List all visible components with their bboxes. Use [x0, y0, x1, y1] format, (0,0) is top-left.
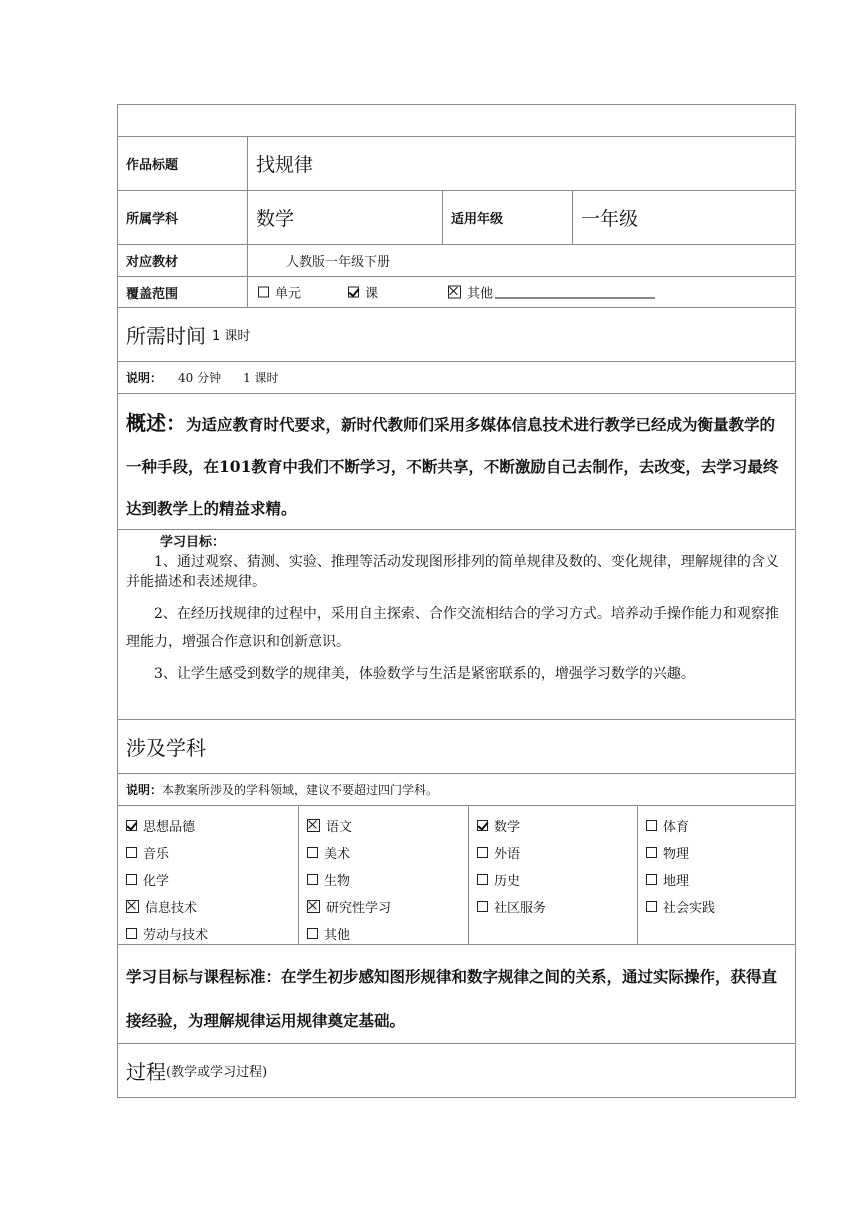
- unit-checkbox[interactable]: [258, 287, 269, 298]
- subject-history[interactable]: 历史: [477, 866, 637, 893]
- foreign-language-checkbox[interactable]: [477, 847, 488, 858]
- subject-geography[interactable]: 地理: [646, 866, 795, 893]
- subjects-note-text: 本教案所涉及的学科领域，建议不要超过四门学科。: [162, 783, 439, 797]
- textbook-value: 人教版一年级下册: [286, 255, 391, 270]
- physics-checkbox[interactable]: [646, 847, 657, 858]
- title-value: 找规律: [256, 154, 314, 176]
- subject-other[interactable]: 其他: [307, 920, 468, 947]
- title-row: [118, 137, 795, 191]
- coverage-label: 覆盖范围: [118, 277, 248, 307]
- labor-checkbox[interactable]: [126, 928, 137, 939]
- overview-row: [118, 394, 795, 530]
- subjects-heading-row: [118, 720, 795, 774]
- grade-label: 适用年级: [443, 191, 573, 244]
- standards-row: [118, 945, 795, 1044]
- coverage-row: [118, 277, 795, 308]
- subject-chinese[interactable]: 语文: [307, 812, 468, 839]
- subject-math[interactable]: 数学: [477, 812, 637, 839]
- subjects-heading: 涉及学科: [126, 736, 206, 760]
- subject-foreign-language[interactable]: 外语: [477, 839, 637, 866]
- subject-physics[interactable]: 物理: [646, 839, 795, 866]
- geography-checkbox[interactable]: [646, 874, 657, 885]
- time-note-label: 说明：: [126, 371, 163, 385]
- subjects-column-1: [118, 806, 299, 944]
- subjects-note-label: 说明：: [126, 783, 163, 797]
- coverage-options: [248, 277, 795, 307]
- subjects-column-4: [638, 806, 795, 944]
- math-checkbox[interactable]: [477, 820, 488, 831]
- subjects-column-3: [469, 806, 638, 944]
- subjects-column-2: [299, 806, 469, 944]
- process-row: [118, 1044, 795, 1097]
- goal-item-1: 1、通过观察、猜测、实验、推理等活动发现图形排列的简单规律及数的、变化规律，理解规律的含义并能描述和表述规律。: [126, 554, 779, 590]
- time-heading: 所需时间: [126, 324, 206, 348]
- subject-moral[interactable]: 思想品德: [126, 812, 298, 839]
- process-note: (教学或学习过程): [166, 1065, 268, 1080]
- music-checkbox[interactable]: [126, 847, 137, 858]
- moral-checkbox[interactable]: [126, 820, 137, 831]
- subject-chemistry[interactable]: 化学: [126, 866, 298, 893]
- biology-checkbox[interactable]: [307, 874, 318, 885]
- subject-it[interactable]: 信息技术: [126, 893, 298, 920]
- lesson-checkbox[interactable]: [348, 287, 359, 298]
- time-value: 1 课时: [212, 329, 251, 344]
- time-note-row: [118, 362, 795, 394]
- grade-value: 一年级: [581, 208, 639, 230]
- textbook-label: 对应教材: [118, 245, 248, 276]
- coverage-unit-option[interactable]: 单元: [258, 283, 301, 302]
- pe-checkbox[interactable]: [646, 820, 657, 831]
- coverage-lesson-option[interactable]: 课: [348, 283, 378, 302]
- subject-labor[interactable]: 劳动与技术: [126, 920, 298, 947]
- history-checkbox[interactable]: [477, 874, 488, 885]
- goal-item-2: 2、在经历找规律的过程中，采用自主探索、合作交流相结合的学习方式。培养动手操作能力和观察推理能力，增强合作意识和创新意识。: [126, 606, 779, 650]
- other-blank-line[interactable]: [495, 286, 655, 299]
- subject-research[interactable]: 研究性学习: [307, 893, 468, 920]
- subject-pe[interactable]: 体育: [646, 812, 795, 839]
- process-heading: 过程: [126, 1060, 166, 1084]
- time-row: [118, 308, 795, 362]
- social-practice-checkbox[interactable]: [646, 901, 657, 912]
- subjects-grid-row: [118, 806, 795, 945]
- subject-row: [118, 191, 795, 245]
- subject-art[interactable]: 美术: [307, 839, 468, 866]
- research-checkbox[interactable]: [307, 900, 320, 913]
- overview-heading: 概述：: [126, 411, 186, 435]
- other-subject-checkbox[interactable]: [307, 928, 318, 939]
- subject-music[interactable]: 音乐: [126, 839, 298, 866]
- header-blank-row: [118, 105, 795, 137]
- community-checkbox[interactable]: [477, 901, 488, 912]
- goals-heading: 学习目标：: [160, 535, 226, 550]
- subject-social-practice[interactable]: 社会实践: [646, 893, 795, 920]
- goals-row: [118, 530, 795, 720]
- subject-value: 数学: [248, 191, 443, 244]
- subject-community[interactable]: 社区服务: [477, 893, 637, 920]
- goal-item-3: 3、让学生感受到数学的规律美，体验数学与生活是紧密联系的，增强学习数学的兴趣。: [154, 666, 695, 682]
- title-label: 作品标题: [118, 137, 248, 190]
- overview-paragraph: [126, 402, 787, 530]
- art-checkbox[interactable]: [307, 847, 318, 858]
- subject-label: 所属学科: [118, 191, 248, 244]
- chinese-checkbox[interactable]: [307, 819, 320, 832]
- subjects-note-row: [118, 774, 795, 806]
- coverage-other-option[interactable]: 其他: [448, 283, 655, 302]
- time-note-lessons: 1 课时: [243, 371, 279, 385]
- lesson-plan-table: [117, 104, 796, 1098]
- other-checkbox[interactable]: [448, 286, 461, 299]
- textbook-row: [118, 245, 795, 277]
- it-checkbox[interactable]: [126, 900, 139, 913]
- overview-text: 为适应教育时代要求，新时代教师们采用多媒体信息技术进行教学已经成为衡量教学的一种手段，在101教育中我们不断学习，不断共享，不断激励自己去制作，去改变，去学习最终达到教学上的精益求精。: [126, 415, 779, 518]
- subject-biology[interactable]: 生物: [307, 866, 468, 893]
- standards-text: 学习目标与课程标准：在学生初步感知图形规律和数字规律之间的关系，通过实际操作，获得直接经验，为理解规律运用规律奠定基础。: [126, 968, 778, 1030]
- chemistry-checkbox[interactable]: [126, 874, 137, 885]
- time-note-minutes: 40 分钟: [178, 371, 222, 385]
